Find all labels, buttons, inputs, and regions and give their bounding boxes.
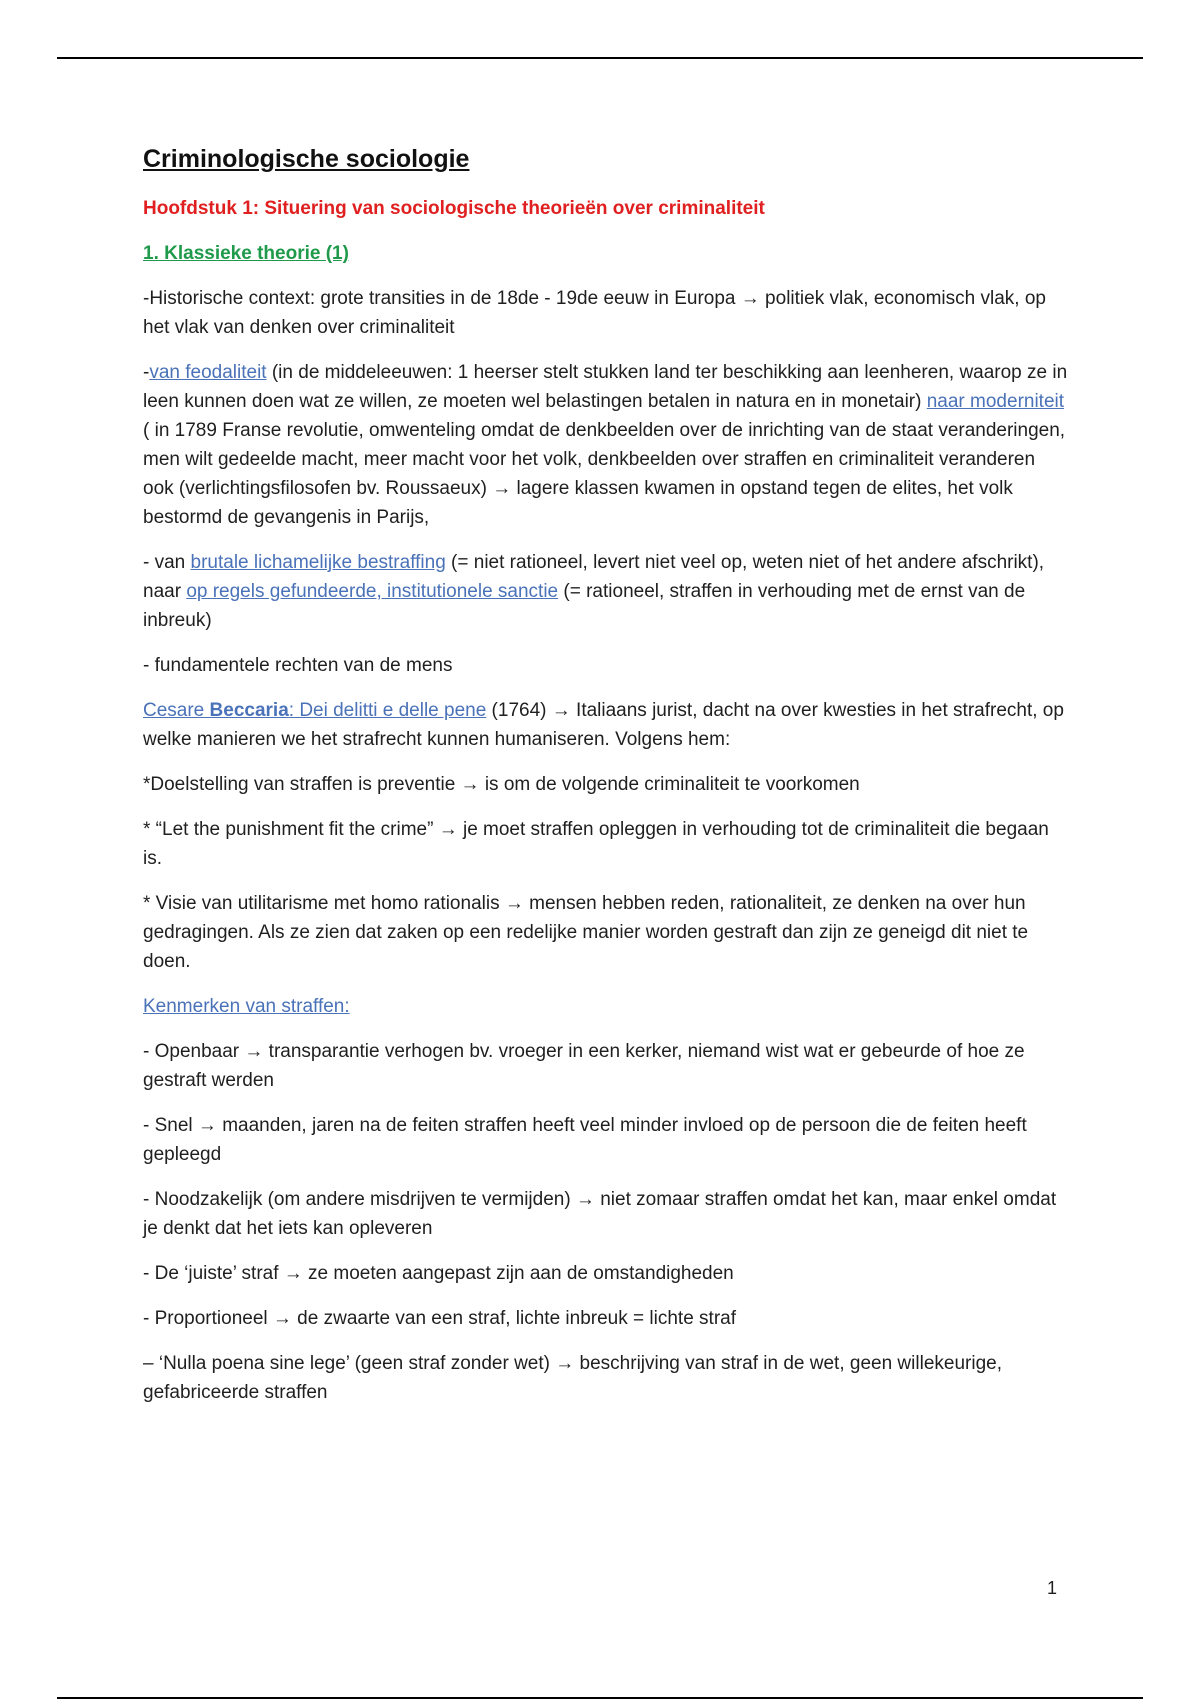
paragraph-text: (1764) → Italiaans jurist, dacht na over kwesties in het strafrecht, op welke manieren we het strafrecht kunnen humaniseren. Volgens hem:	[143, 700, 1064, 750]
paragraph-punishment-fit: * “Let the punishment fit the crime” → je moet straffen opleggen in verhouding tot de criminaliteit die begaan is.	[143, 819, 1049, 869]
list-item-snel: - Snel → maanden, jaren na de feiten straffen heeft veel minder invloed op de persoon die de feiten heeft gepleegd	[143, 1115, 1027, 1165]
paragraph-prefix: -	[143, 362, 150, 383]
paragraph-text: (= rationeel, straffen in verhouding met de ernst van de inbreuk)	[143, 581, 1026, 631]
link-brutale-bestraffing[interactable]: brutale lichamelijke bestraffing	[190, 552, 446, 573]
paragraph-text: ( in 1789 Franse revolutie, omwenteling omdat de denkbeelden over de inrichting van de staat veranderingen, men wilt gedeelde macht, meer macht voor het volk, denkbeelden over straffen en criminaliteit veranderen ook (verlichtingsfilosofen bv. Roussaeux) → lagere klassen kwamen in opstand tegen de elites, het volk bestormd de gevangenis in Parijs,	[143, 420, 1066, 528]
list-item-openbaar: - Openbaar → transparantie verhogen bv. vroeger in een kerker, niemand wist wat er gebeurde of hoe ze gestraft werden	[143, 1041, 1025, 1091]
heading-kenmerken	[143, 992, 1068, 1021]
paragraph-text: (in de middeleeuwen: 1 heerser stelt stukken land ter beschikking aan leenheren, waarop ze in leen kunnen doen wat ze willen, ze moeten wel belastingen betalen in natura en in monetair)	[143, 362, 1068, 412]
list-item-noodzakelijk: - Noodzakelijk (om andere misdrijven te vermijden) → niet zomaar straffen omdat het kan, maar enkel omdat je denkt dat het iets kan opleveren	[143, 1189, 1057, 1239]
paragraph-feudality	[143, 358, 1068, 532]
link-kenmerken-van-straffen[interactable]: Kenmerken van straffen:	[143, 996, 350, 1017]
link-beccaria[interactable]: Beccaria	[209, 700, 289, 721]
bottom-rule	[57, 1697, 1143, 1699]
page-number: 1	[1047, 1578, 1058, 1598]
section-heading: 1. Klassieke theorie (1)	[143, 243, 349, 264]
document-title: Criminologische sociologie	[143, 145, 470, 173]
link-moderniteit[interactable]: naar moderniteit	[926, 391, 1065, 412]
paragraph-prevention: *Doelstelling van straffen is preventie → is om de volgende criminaliteit te voorkomen	[143, 774, 860, 795]
link-dei-delitti[interactable]: : Dei delitti e delle pene	[288, 700, 487, 721]
paragraph-text: (= niet rationeel, levert niet veel op, weten niet of het andere afschrikt), naar	[143, 552, 1045, 602]
chapter-heading: Hoofdstuk 1: Situering van sociologische theorieën over criminaliteit	[143, 198, 765, 219]
link-cesare[interactable]: Cesare	[143, 700, 210, 721]
document-body	[143, 142, 1068, 1423]
paragraph-beccaria	[143, 696, 1068, 754]
list-item-proportioneel: - Proportioneel → de zwaarte van een straf, lichte inbreuk = lichte straf	[143, 1308, 736, 1329]
link-feodaliteit[interactable]: van feodaliteit	[149, 362, 267, 383]
top-rule	[57, 57, 1143, 59]
paragraph-prefix: - van	[143, 552, 191, 573]
list-item-nulla-poena: – ‘Nulla poena sine lege’ (geen straf zonder wet) → beschrijving van straf in de wet, geen willekeurige, gefabriceerde straffen	[143, 1353, 1002, 1403]
paragraph-utilitarism: * Visie van utilitarisme met homo rationalis → mensen hebben reden, rationaliteit, ze denken na over hun gedragingen. Als ze zien dat zaken op een redelijke manier worden gestraft dan zijn ze geneigd dit niet te doen.	[143, 893, 1029, 972]
paragraph-historical-context: -Historische context: grote transities in de 18de - 19de eeuw in Europa → politiek vlak, economisch vlak, op het vlak van denken over criminaliteit	[143, 288, 1046, 338]
list-item-juiste-straf: - De ‘juiste’ straf → ze moeten aangepast zijn aan de omstandigheden	[143, 1263, 734, 1284]
paragraph-fundamental-rights: - fundamentele rechten van de mens	[143, 655, 453, 676]
link-institutionele-sanctie[interactable]: op regels gefundeerde, institutionele sanctie	[186, 581, 559, 602]
paragraph-punishment-shift	[143, 548, 1068, 635]
